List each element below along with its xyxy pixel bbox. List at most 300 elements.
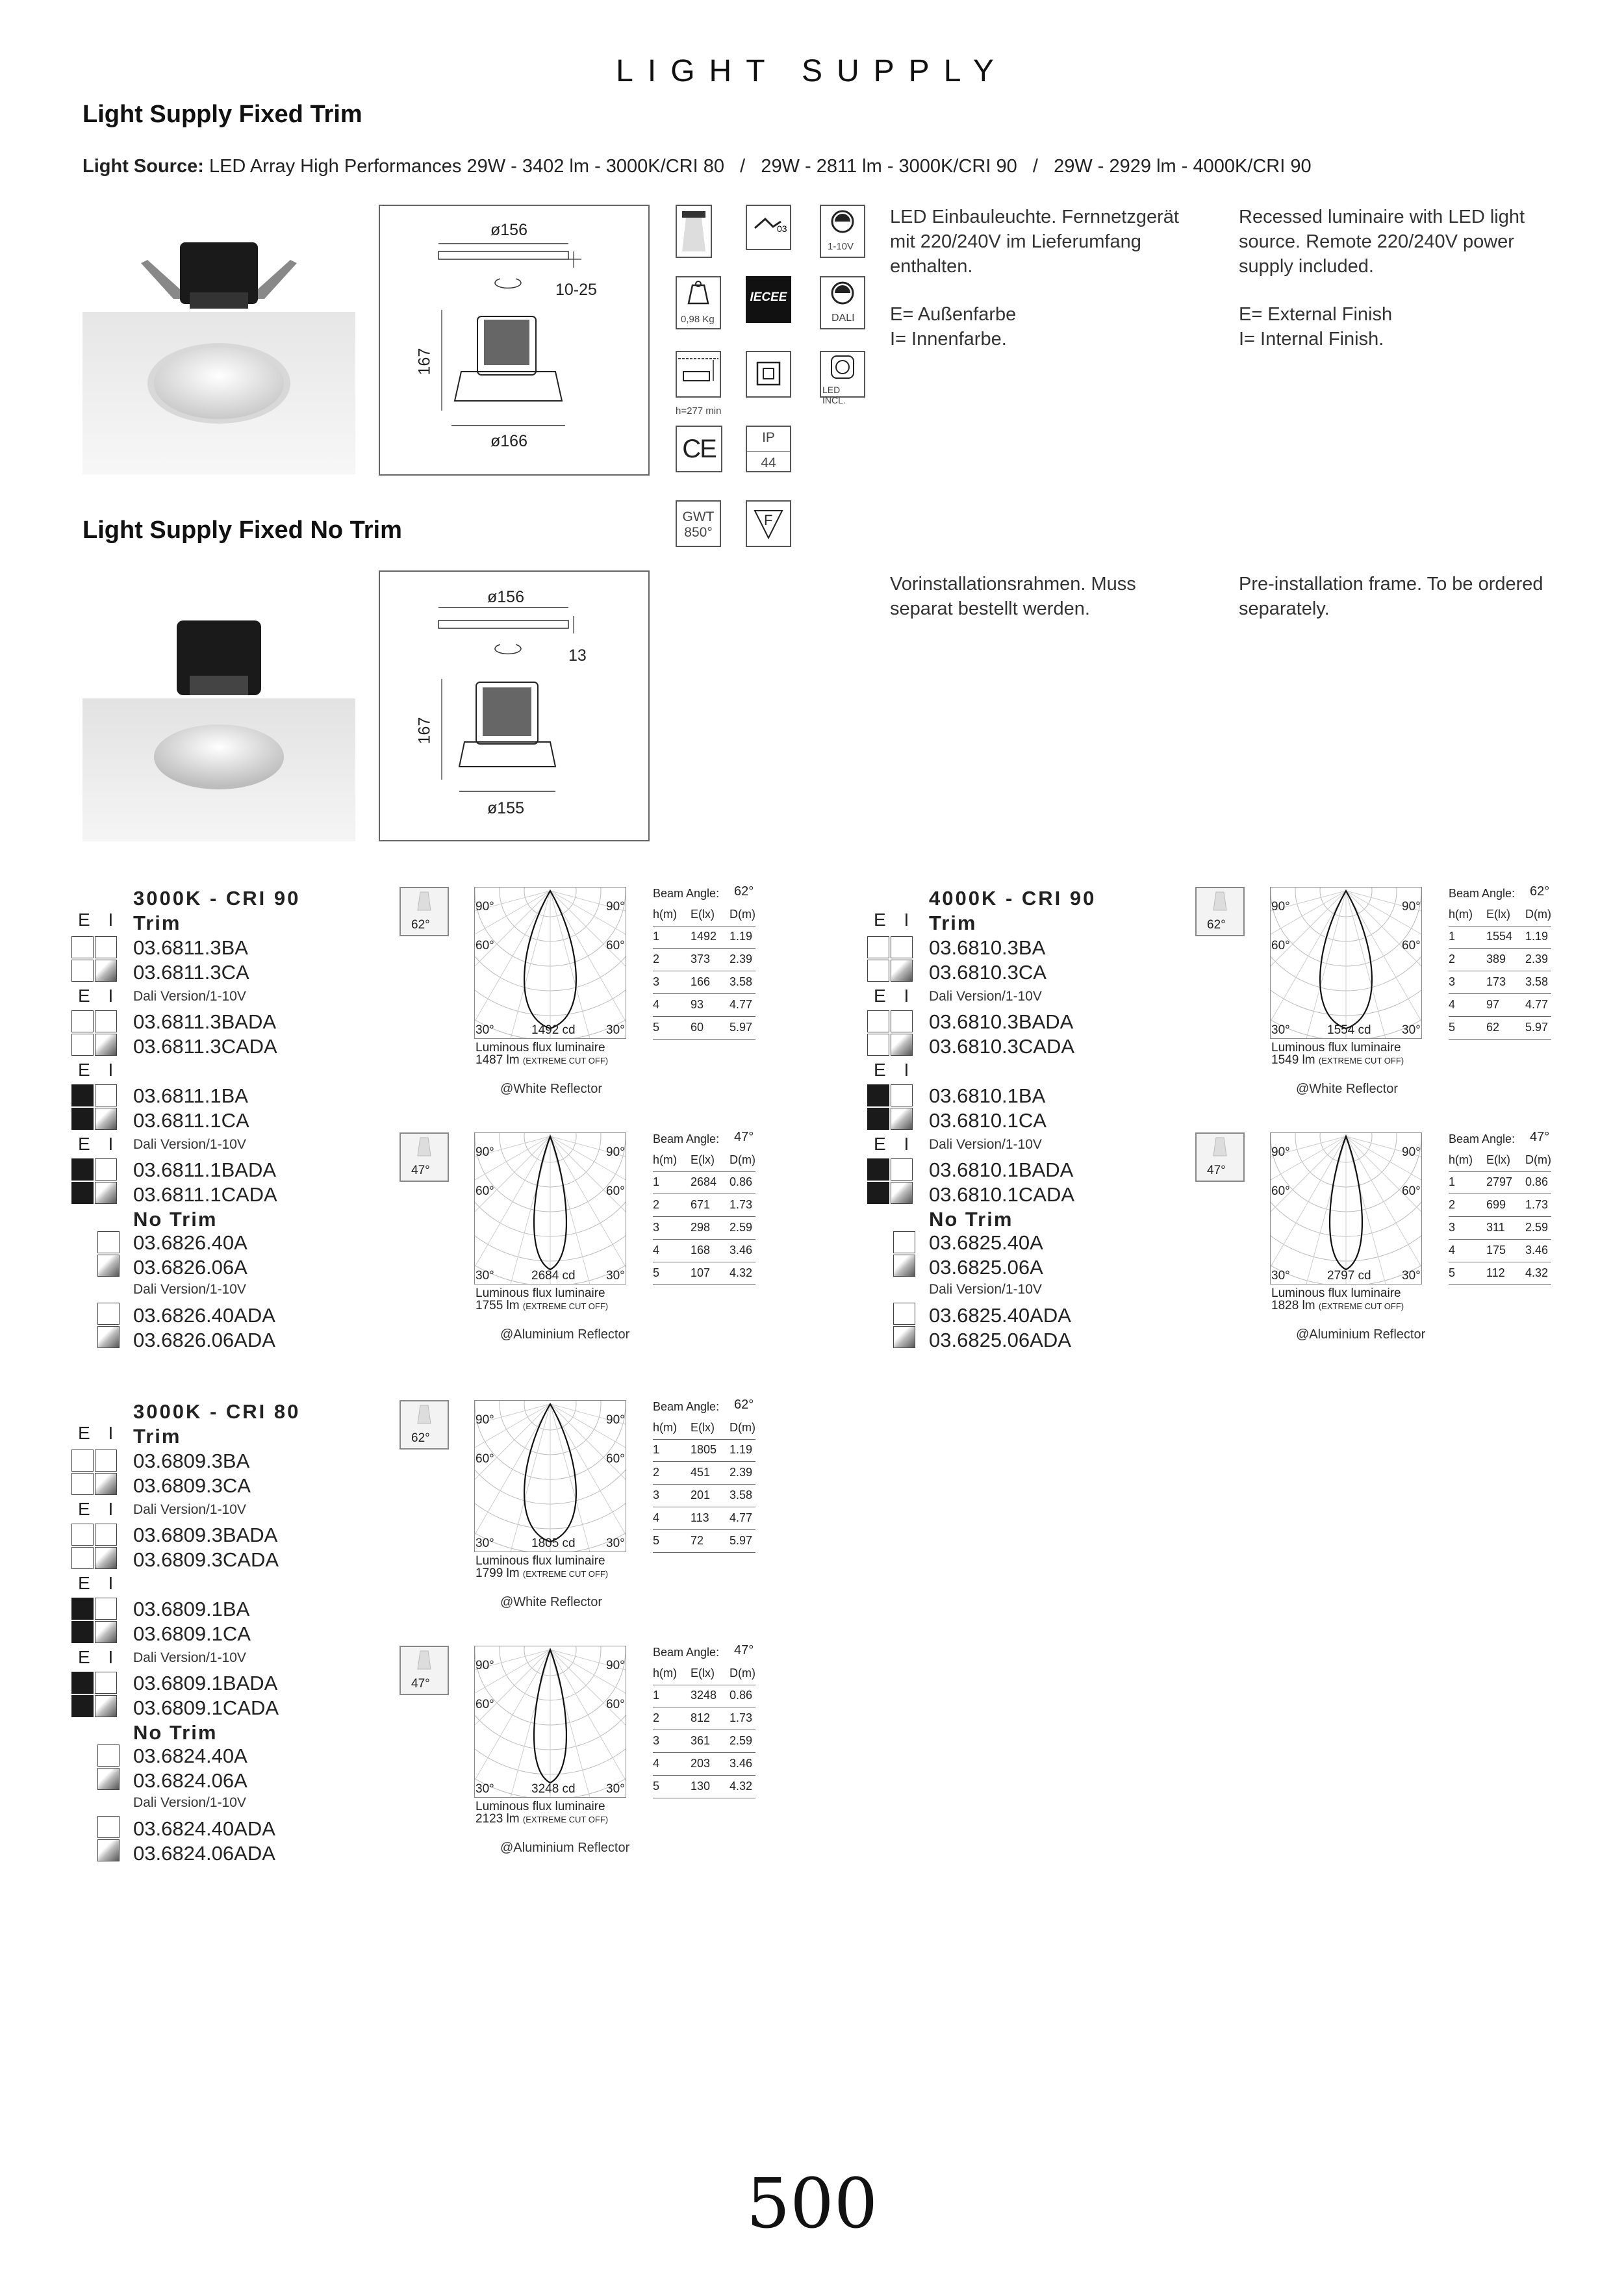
dim-top-diameter: ø156: [487, 588, 524, 606]
beam-angle-value: 47°: [411, 1164, 430, 1177]
table-header-row: [1449, 905, 1551, 926]
dali-version-label: Dali Version/1-10V: [133, 1137, 246, 1152]
finish-swatch-notrim: [97, 1303, 120, 1325]
product-code: 03.6825.40A: [929, 1231, 1043, 1254]
polar-angle-label: 30°: [1271, 1269, 1290, 1283]
beam-angle-value: 62°: [734, 1398, 754, 1412]
photometric-table: [653, 905, 755, 1034]
cell-diameter: 5.97: [730, 1021, 753, 1034]
weight-icon: [676, 276, 721, 329]
th-diameter: D(m): [730, 908, 755, 921]
cell-height: 3: [653, 1221, 660, 1234]
f-label: F: [764, 512, 773, 528]
beam-angle-value: 62°: [1530, 884, 1550, 899]
dim-bottom-diameter: ø155: [487, 799, 524, 817]
th-height: h(m): [653, 1421, 677, 1434]
table-row: [653, 1195, 755, 1217]
flux-caption: Luminous flux luminaire: [476, 1286, 605, 1300]
ip-value: 44: [761, 455, 776, 470]
desc-en-line: Recessed luminaire with LED light: [1239, 207, 1525, 227]
iecee-scheme-icon: [746, 276, 791, 323]
finish-swatch-notrim: [893, 1326, 915, 1348]
cell-height: 2: [653, 1198, 660, 1211]
table-row: [653, 1731, 755, 1753]
product-code: 03.6825.06A: [929, 1256, 1043, 1279]
polar-diagram: [1270, 1132, 1422, 1284]
product-code: 03.6809.1BA: [133, 1598, 250, 1620]
section-title-fixed-trim: Light Supply Fixed Trim: [82, 101, 362, 128]
cut-off-note: (EXTREME CUT OFF): [1318, 1056, 1404, 1066]
polar-angle-label: 60°: [476, 1698, 494, 1711]
cell-height: 4: [653, 1511, 660, 1524]
installation-height-icon: [676, 351, 721, 398]
dim-gap: 10-25: [555, 281, 597, 299]
ei-label: E I: [78, 986, 120, 1006]
product-code: 03.6809.1BADA: [133, 1672, 278, 1694]
cell-illuminance: 173: [1486, 975, 1506, 988]
cell-diameter: 2.39: [730, 1466, 753, 1479]
dali-version-label: Dali Version/1-10V: [133, 1650, 246, 1665]
product-code: 03.6811.3BA: [133, 936, 248, 959]
finish-swatch-external: [71, 936, 94, 958]
reflector-label: @Aluminium Reflector: [500, 1841, 630, 1855]
description-de-fixed-no-trim: [890, 572, 1215, 621]
desc-en-line: E= External Finish: [1239, 304, 1393, 325]
cell-diameter: 2.59: [730, 1734, 753, 1747]
finish-swatch-internal: [95, 1450, 117, 1472]
finish-swatch-internal: [891, 1182, 913, 1204]
polar-angle-label: 90°: [1402, 900, 1421, 913]
cell-diameter: 0.86: [730, 1175, 753, 1188]
cell-height: 3: [653, 1488, 660, 1501]
cell-height: 4: [653, 998, 660, 1011]
polar-angle-label: 30°: [1402, 1023, 1421, 1037]
cell-diameter: 1.19: [730, 930, 753, 943]
technical-drawing-fixed-no-trim: [379, 570, 650, 841]
polar-diagram: [474, 1132, 626, 1284]
table-header-row: [1449, 1151, 1551, 1172]
table-row: [1449, 927, 1551, 949]
product-group: [71, 1400, 825, 1894]
photometric-table: [653, 1418, 755, 1547]
technical-drawing-fixed-trim: [379, 205, 650, 476]
cell-height: 3: [653, 975, 660, 988]
cell-illuminance: 1554: [1486, 930, 1513, 943]
flux-lumen-value: 1828 lm: [1271, 1299, 1315, 1312]
finish-swatch-external: [71, 1108, 94, 1130]
cell-diameter: 4.32: [1525, 1266, 1549, 1279]
polar-angle-label: 60°: [1402, 1184, 1421, 1198]
finish-swatch-external: [71, 1158, 94, 1181]
polar-angle-label: 30°: [606, 1782, 625, 1796]
flux-lumen-value: 1755 lm: [476, 1299, 520, 1312]
finish-swatch-external: [71, 1524, 94, 1546]
finish-swatch-external: [867, 1108, 889, 1130]
cell-diameter: 3.46: [730, 1244, 753, 1257]
cell-height: 4: [1449, 1244, 1456, 1257]
finish-swatch-internal: [95, 1524, 117, 1546]
th-height: h(m): [1449, 1153, 1473, 1166]
led-included-label: LED INCL.: [822, 385, 846, 405]
cell-diameter: 5.97: [1525, 1021, 1549, 1034]
table-row: [1449, 1173, 1551, 1194]
finish-swatch-notrim: [97, 1326, 120, 1348]
flux-lumen-value: 1487 lm: [476, 1053, 520, 1067]
finish-swatch-internal: [95, 1695, 117, 1717]
cell-height: 5: [653, 1534, 660, 1547]
flux-caption: Luminous flux luminaire: [1271, 1041, 1401, 1054]
cell-height: 1: [653, 1443, 660, 1456]
svg-text:03: 03: [777, 224, 787, 234]
cell-diameter: 2.39: [1525, 952, 1549, 965]
flux-lumen-line: [476, 1299, 608, 1313]
dali-version-label: Dali Version/1-10V: [929, 989, 1042, 1004]
polar-angle-label: 90°: [606, 1413, 625, 1427]
cell-illuminance: 812: [691, 1711, 711, 1724]
dim-top-diameter: ø156: [490, 221, 527, 239]
cell-illuminance: 168: [691, 1244, 711, 1257]
desc-de-line: I= Innenfarbe.: [890, 329, 1007, 350]
product-code: 03.6809.3BA: [133, 1450, 250, 1472]
cell-height: 1: [1449, 1175, 1456, 1188]
table-row: [1449, 1218, 1551, 1240]
ei-label: E I: [78, 1423, 120, 1443]
product-code: 03.6826.40ADA: [133, 1304, 275, 1327]
product-code: 03.6811.3CADA: [133, 1035, 277, 1058]
cut-off-note: (EXTREME CUT OFF): [522, 1569, 609, 1579]
table-row: [653, 1754, 755, 1776]
cell-diameter: 1.73: [1525, 1198, 1549, 1211]
finish-swatch-internal: [891, 1084, 913, 1106]
cell-diameter: 4.77: [730, 1511, 753, 1524]
flux-lumen-value: 2123 lm: [476, 1812, 520, 1826]
cell-illuminance: 2684: [691, 1175, 717, 1188]
dimmable-1-10v-icon: [820, 205, 865, 258]
cell-height: 2: [1449, 952, 1456, 965]
desc-de-line: enthalten.: [890, 256, 973, 277]
finish-swatch-external: [71, 1672, 94, 1694]
trim-label: Trim: [133, 1425, 181, 1448]
beam-symbol-icon: [676, 205, 712, 258]
ei-label: E I: [78, 1573, 120, 1593]
table-row: [653, 1509, 755, 1530]
product-code: 03.6809.3CADA: [133, 1548, 279, 1571]
finish-swatch-external: [71, 1598, 94, 1620]
light-source-label: Light Source:: [82, 156, 204, 177]
finish-swatch-external: [71, 1695, 94, 1717]
cell-height: 2: [653, 1466, 660, 1479]
product-code: 03.6826.06A: [133, 1256, 247, 1279]
table-row: [1449, 1018, 1551, 1040]
glow-wire-icon: [676, 500, 721, 547]
polar-angle-label: 60°: [476, 939, 494, 952]
table-header-row: [653, 1664, 755, 1685]
cell-illuminance: 112: [1486, 1266, 1505, 1279]
cell-diameter: 0.86: [730, 1689, 753, 1702]
th-diameter: D(m): [730, 1667, 755, 1680]
flux-caption: Luminous flux luminaire: [476, 1800, 605, 1813]
product-photo-fixed-no-trim: [82, 607, 355, 841]
beam-angle-label: Beam Angle:: [1449, 1132, 1516, 1145]
reflector-label: @White Reflector: [500, 1595, 603, 1609]
description-de-fixed-trim: [890, 205, 1215, 351]
cell-height: 5: [653, 1266, 660, 1279]
section-title-fixed-no-trim: Light Supply Fixed No Trim: [82, 517, 402, 544]
light-source-line: [82, 156, 1312, 177]
finish-swatch-internal: [95, 1473, 117, 1495]
table-row: [653, 1463, 755, 1485]
product-code: 03.6809.1CA: [133, 1622, 251, 1645]
table-row: [653, 1709, 755, 1730]
trim-label: Trim: [133, 912, 181, 934]
finish-swatch-internal: [891, 1158, 913, 1181]
finish-swatch-external: [71, 1473, 94, 1495]
product-code: 03.6811.1CA: [133, 1109, 249, 1132]
beam-angle-label: Beam Angle:: [653, 1400, 720, 1413]
polar-angle-label: 90°: [606, 1659, 625, 1672]
product-code: 03.6810.3BADA: [929, 1010, 1074, 1033]
th-height: h(m): [653, 1153, 677, 1166]
ei-label: E I: [78, 1134, 120, 1154]
cell-illuminance: 298: [691, 1221, 711, 1234]
beam-angle-value: 62°: [411, 918, 430, 932]
ei-label: E I: [78, 910, 120, 930]
cell-diameter: 1.19: [730, 1443, 753, 1456]
beam-angle-value: 47°: [734, 1643, 754, 1657]
desc-en-line: Pre-installation frame. To be ordered: [1239, 574, 1543, 594]
cell-diameter: 3.46: [730, 1757, 753, 1770]
polar-angle-label: 90°: [476, 1413, 494, 1427]
peak-intensity-label: 1805 cd: [531, 1537, 576, 1550]
cell-height: 1: [653, 1175, 660, 1188]
peak-intensity-label: 2797 cd: [1327, 1269, 1371, 1283]
finish-swatch-external: [71, 1621, 94, 1643]
beam-angle-label: Beam Angle:: [653, 1646, 720, 1659]
group-heading: 4000K - CRI 90: [929, 887, 1097, 910]
cell-diameter: 4.32: [730, 1266, 753, 1279]
table-row: [653, 1531, 755, 1553]
beam-angle-value: 62°: [1207, 918, 1226, 932]
desc-de-line: mit 220/240V im Lieferumfang: [890, 231, 1141, 252]
product-code: 03.6811.3BADA: [133, 1010, 277, 1033]
product-code: 03.6810.1BADA: [929, 1158, 1074, 1181]
product-photo-fixed-trim: [82, 237, 355, 474]
cell-diameter: 1.73: [730, 1198, 753, 1211]
cell-height: 5: [1449, 1021, 1456, 1034]
finish-swatch-external: [867, 1158, 889, 1181]
ei-label: E I: [78, 1060, 120, 1080]
peak-intensity-label: 1554 cd: [1327, 1023, 1371, 1037]
polar-angle-label: 60°: [606, 1184, 625, 1198]
cut-off-note: (EXTREME CUT OFF): [1318, 1301, 1404, 1311]
table-row: [653, 927, 755, 949]
group-heading: 3000K - CRI 80: [133, 1400, 301, 1423]
product-group: [867, 884, 1621, 1381]
table-row: [1449, 995, 1551, 1017]
table-row: [1449, 1195, 1551, 1217]
cell-height: 5: [653, 1780, 660, 1793]
page-number: 500: [746, 2164, 878, 2243]
polar-angle-label: 90°: [1271, 900, 1290, 913]
dali-version-label: Dali Version/1-10V: [133, 1795, 246, 1810]
light-source-text: LED Array High Performances 29W - 3402 lm - 3000K/CRI 80 / 29W - 2811 lm - 3000K/CRI 90 / 29W - 2929 lm - 4000K/CRI 90: [209, 156, 1312, 177]
beam-angle-value: 47°: [411, 1677, 430, 1691]
finish-swatch-internal: [95, 1034, 117, 1056]
table-row: [653, 995, 755, 1017]
dim-bottom-diameter: ø166: [490, 432, 527, 450]
cell-diameter: 4.77: [1525, 998, 1549, 1011]
cell-illuminance: 166: [691, 975, 711, 988]
cell-illuminance: 1492: [691, 930, 717, 943]
polar-angle-label: 90°: [476, 1145, 494, 1159]
beam-angle-value: 47°: [1207, 1164, 1226, 1177]
description-en-fixed-no-trim: [1239, 572, 1603, 621]
finish-swatch-internal: [95, 1158, 117, 1181]
cell-diameter: 4.77: [730, 998, 753, 1011]
polar-angle-label: 90°: [476, 1659, 494, 1672]
cell-illuminance: 113: [691, 1511, 709, 1524]
cell-height: 1: [1449, 930, 1456, 943]
ei-label: E I: [78, 1499, 120, 1519]
photometric-table: [653, 1151, 755, 1279]
product-code: 03.6811.3CA: [133, 961, 249, 984]
th-diameter: D(m): [730, 1153, 755, 1166]
flux-lumen-value: 1549 lm: [1271, 1053, 1315, 1067]
finish-swatch-external: [71, 1084, 94, 1106]
flux-caption: Luminous flux luminaire: [476, 1041, 605, 1054]
th-illuminance: E(lx): [1486, 1153, 1510, 1166]
dali-version-label: Dali Version/1-10V: [929, 1137, 1042, 1152]
gwt-value: 850°: [684, 525, 713, 540]
product-code: 03.6824.40ADA: [133, 1817, 275, 1840]
polar-diagram: [474, 1646, 626, 1798]
peak-intensity-label: 2684 cd: [531, 1269, 576, 1283]
cell-diameter: 2.59: [730, 1221, 753, 1234]
product-group: [71, 884, 825, 1381]
cell-illuminance: 93: [691, 998, 704, 1011]
cell-illuminance: 311: [1486, 1221, 1505, 1234]
polar-curve-svg: [475, 888, 626, 1038]
polar-angle-label: 60°: [1271, 939, 1290, 952]
photometric-table: [1449, 905, 1551, 1034]
gwt-label: GWT: [682, 509, 715, 524]
product-code: 03.6811.1BADA: [133, 1158, 277, 1181]
finish-swatch-external: [71, 1010, 94, 1032]
cell-height: 3: [653, 1734, 660, 1747]
trim-label: Trim: [929, 912, 977, 934]
cell-height: 4: [1449, 998, 1456, 1011]
polar-angle-label: 90°: [606, 900, 625, 913]
flux-lumen-line: [1271, 1054, 1404, 1067]
cell-illuminance: 389: [1486, 952, 1506, 965]
finish-swatch-internal: [891, 1010, 913, 1032]
cell-illuminance: 72: [691, 1534, 704, 1547]
ce-label: CE: [682, 435, 716, 463]
table-row: [1449, 973, 1551, 994]
table-row: [1449, 950, 1551, 971]
polar-curve-svg: [1271, 888, 1421, 1038]
cell-illuminance: 3248: [691, 1689, 717, 1702]
polar-angle-label: 30°: [476, 1269, 494, 1283]
th-diameter: D(m): [1525, 908, 1551, 921]
finish-swatch-notrim: [97, 1231, 120, 1253]
cell-diameter: 3.46: [1525, 1244, 1549, 1257]
table-header-row: [653, 1418, 755, 1440]
cell-illuminance: 130: [691, 1780, 711, 1793]
table-row: [653, 1241, 755, 1262]
cell-illuminance: 451: [691, 1466, 711, 1479]
polar-diagram: [1270, 887, 1422, 1039]
polar-angle-label: 60°: [1271, 1184, 1290, 1198]
desc-de-line: Vorinstallationsrahmen. Muss: [890, 574, 1136, 594]
group-heading: 3000K - CRI 90: [133, 887, 301, 910]
finish-swatch-internal: [891, 1034, 913, 1056]
table-row: [653, 1018, 755, 1040]
finish-swatch-notrim: [893, 1255, 915, 1277]
cell-height: 5: [1449, 1266, 1456, 1279]
flux-lumen-line: [476, 1567, 608, 1581]
cell-height: 4: [653, 1244, 660, 1257]
beam-angle-label: Beam Angle:: [653, 1132, 720, 1145]
cell-height: 2: [1449, 1198, 1456, 1211]
polar-angle-label: 60°: [1402, 939, 1421, 952]
product-code: 03.6825.06ADA: [929, 1329, 1071, 1351]
product-code: 03.6811.1CADA: [133, 1183, 277, 1206]
ce-mark-icon: [676, 426, 722, 472]
th-illuminance: E(lx): [1486, 908, 1510, 921]
product-code: 03.6824.40A: [133, 1744, 247, 1767]
table-row: [653, 1173, 755, 1194]
finish-swatch-internal: [95, 1182, 117, 1204]
polar-angle-label: 30°: [606, 1269, 625, 1283]
flux-caption: Luminous flux luminaire: [476, 1554, 605, 1568]
cell-illuminance: 203: [691, 1757, 711, 1770]
th-diameter: D(m): [730, 1421, 755, 1434]
cell-illuminance: 373: [691, 952, 711, 965]
dali-version-label: Dali Version/1-10V: [133, 1502, 246, 1517]
class-2-icon: [746, 351, 791, 398]
polar-angle-label: 30°: [476, 1537, 494, 1550]
table-row: [1449, 1241, 1551, 1262]
dim-height: 167: [415, 717, 434, 745]
cut-off-note: (EXTREME CUT OFF): [522, 1056, 609, 1066]
flux-lumen-line: [476, 1813, 608, 1826]
polar-angle-label: 30°: [1271, 1023, 1290, 1037]
table-row: [1449, 1264, 1551, 1285]
polar-angle-label: 60°: [606, 939, 625, 952]
no-trim-label: No Trim: [133, 1208, 218, 1231]
finish-swatch-internal: [95, 1672, 117, 1694]
polar-angle-label: 90°: [476, 900, 494, 913]
product-code: 03.6810.3BA: [929, 936, 1046, 959]
desc-de-line: separat bestellt werden.: [890, 598, 1090, 619]
table-row: [653, 1264, 755, 1285]
desc-en-line: separately.: [1239, 598, 1330, 619]
installation-height-label: h=277 min: [676, 405, 722, 416]
ip-label: IP: [762, 430, 775, 445]
cell-height: 3: [1449, 1221, 1456, 1234]
polar-angle-label: 90°: [606, 1145, 625, 1159]
cell-height: 5: [653, 1021, 660, 1034]
th-illuminance: E(lx): [691, 908, 715, 921]
photometric-table: [653, 1664, 755, 1793]
product-code: 03.6809.3BADA: [133, 1524, 278, 1546]
peak-intensity-label: 3248 cd: [531, 1782, 576, 1796]
polar-curve-svg: [475, 1646, 626, 1797]
table-row: [653, 1777, 755, 1798]
desc-de-line: E= Außenfarbe: [890, 304, 1017, 325]
cell-illuminance: 97: [1486, 998, 1500, 1011]
